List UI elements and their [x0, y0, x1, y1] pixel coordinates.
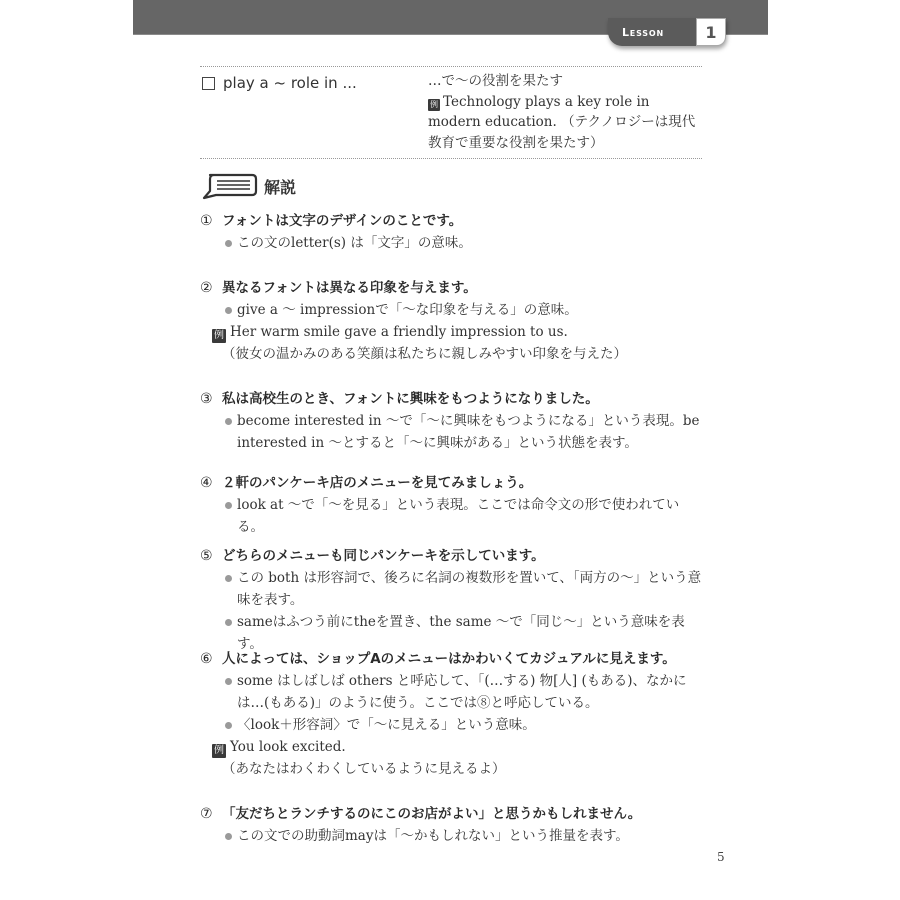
item-number: ①	[200, 213, 213, 229]
item-title: 私は高校生のとき、フォントに興味をもつようになりました。	[222, 391, 599, 407]
bullet-icon	[225, 240, 232, 247]
explanation-item-2	[200, 277, 705, 388]
bullet-point: sameはふつう前にtheを置き、the same ～で「同じ～」という意味を表す。	[222, 611, 705, 655]
bullet-icon	[225, 678, 232, 685]
bullet-point: look at ～で「～を見る」という表現。ここでは命令文の形で使われている。	[222, 494, 705, 538]
bullet-point: この文での助動詞mayは「～かもしれない」という推量を表す。	[222, 825, 705, 847]
vocab-entry	[200, 66, 702, 159]
section-title: 解説	[264, 177, 297, 197]
bullet-icon	[225, 619, 232, 626]
item-number: ⑥	[200, 651, 213, 667]
item-title: 異なるフォントは異なる印象を与えます。	[222, 280, 477, 296]
vocab-definition	[428, 71, 702, 153]
example-badge-icon: 例	[214, 330, 224, 341]
speech-bubble-icon	[200, 172, 258, 200]
item-number: ③	[200, 391, 213, 407]
bullet-point: some はしばしば others と呼応して、「(…する) 物[人] (もある)、なかには…(もある)」のように使う。ここでは⑧と呼応している。	[222, 670, 705, 714]
bullet-icon	[225, 575, 232, 582]
lesson-number: 1	[696, 18, 726, 46]
example-badge-icon: 例	[214, 745, 224, 756]
explanation-item-4	[200, 472, 705, 545]
bullet-point: この both は形容詞で、後ろに名詞の複数形を置いて、「両方の～」という意味を表す。	[222, 567, 705, 611]
item-title: 人によっては、ショップAのメニューはかわいくてカジュアルに見えます。	[222, 651, 676, 667]
item-title: どちらのメニューも同じパンケーキを示しています。	[222, 548, 545, 564]
item-number: ④	[200, 475, 213, 491]
lesson-label: Lesson	[622, 25, 664, 39]
example-translation: （あなたはわくわくしているように見えるよ）	[222, 761, 506, 777]
bullet-point: この文のletter(s) は「文字」の意味。	[222, 232, 705, 254]
explanation-list	[200, 210, 705, 847]
item-title: ２軒のパンケーキ店のメニューを見てみましょう。	[222, 475, 533, 491]
explanation-item-3	[200, 388, 705, 472]
explanation-item-5	[200, 545, 705, 652]
lesson-tab	[608, 18, 726, 46]
example-sentence: 例 Her warm smile gave a friendly impression to us.	[214, 324, 568, 341]
vocab-example: Technology plays a key role in modern education.	[428, 93, 650, 130]
explanation-item-1	[200, 210, 705, 277]
bullet-point: give a ～ impressionで「～な印象を与える」の意味。	[222, 299, 705, 321]
item-title: 「友だちとランチするのにこのお店がよい」と思うかもしれません。	[222, 806, 642, 822]
example-sentence: 例 You look excited.	[214, 739, 346, 756]
bullet-icon	[225, 502, 232, 509]
section-heading	[200, 172, 296, 200]
vocab-translation: （テクノロジーは現代教育で重要な役割を果たす）	[428, 114, 696, 151]
item-number: ⑦	[200, 806, 213, 822]
bullet-point: become interested in ～で「～に興味をもつようになる」という表現。be interested in ～とすると「～に興味がある」という状態を表す。	[222, 410, 705, 454]
vocab-term	[200, 71, 428, 153]
item-number: ②	[200, 280, 213, 296]
vocab-term-text: play a ~ role in ...	[223, 74, 357, 92]
item-number: ⑤	[200, 548, 213, 564]
bullet-point: 〈look＋形容詞〉で「～に見える」という意味。	[222, 714, 705, 736]
explanation-item-6	[200, 648, 705, 803]
item-title: フォントは文字のデザインのことです。	[222, 213, 463, 229]
bullet-icon	[225, 833, 232, 840]
bullet-icon	[225, 722, 232, 729]
vocab-meaning: …で～の役割を果たす	[428, 73, 563, 89]
explanation-item-7	[200, 803, 705, 847]
bullet-icon	[225, 307, 232, 314]
checkbox-icon[interactable]	[202, 77, 215, 90]
example-badge-icon: 例	[430, 99, 438, 109]
page-number: 5	[717, 850, 725, 864]
bullet-icon	[225, 418, 232, 425]
example-translation: （彼女の温かみのある笑顔は私たちに親しみやすい印象を与えた）	[222, 346, 627, 362]
